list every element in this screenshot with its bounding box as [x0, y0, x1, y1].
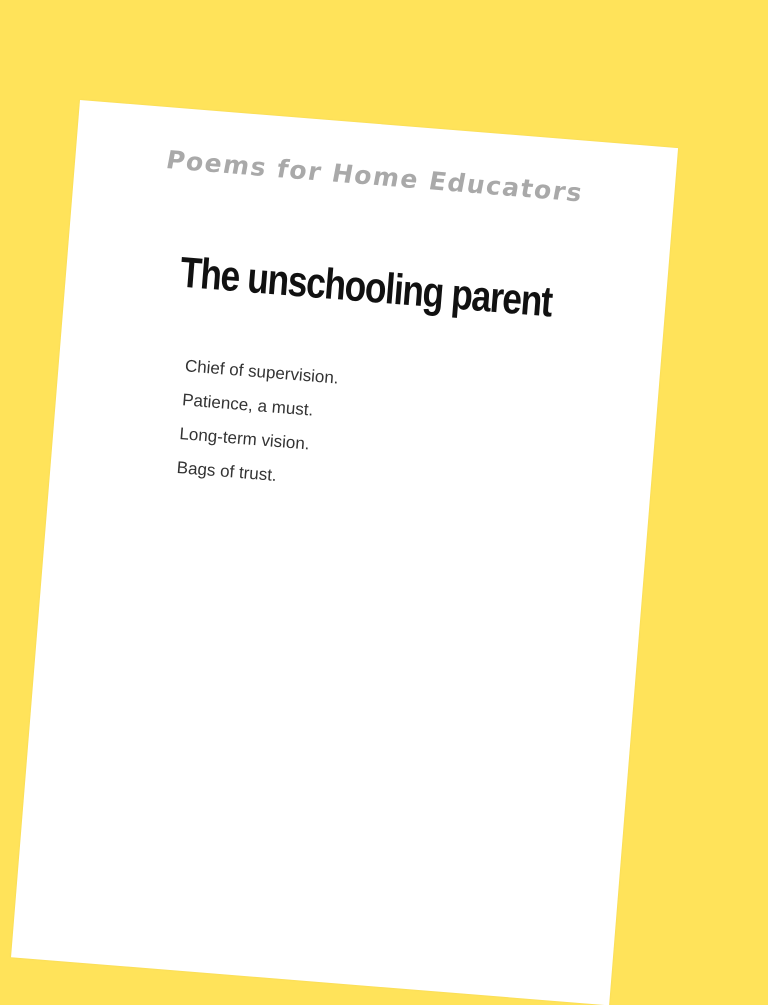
poem-line: Long-term vision. [178, 424, 311, 454]
poem-page [11, 100, 678, 1005]
poem-line: Chief of supervision. [184, 356, 340, 388]
poem-line: Bags of trust. [176, 457, 278, 485]
poem-line: Patience, a must. [181, 390, 314, 420]
poem-title: The unschooling parent [178, 248, 554, 327]
poem-body [175, 349, 339, 497]
series-title: Poems for Home Educators [163, 145, 586, 208]
